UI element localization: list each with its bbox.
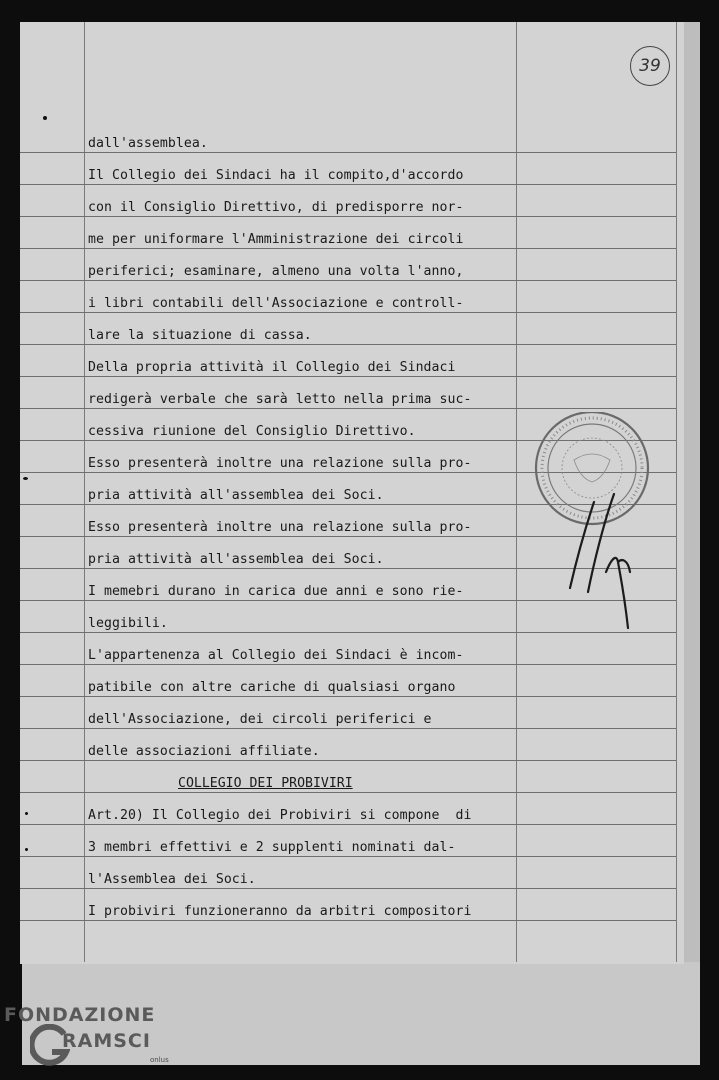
text-line: redigerà verbale che sarà letto nella prima suc- — [88, 392, 472, 407]
text-line: cessiva riunione del Consiglio Direttivo. — [88, 424, 416, 439]
ink-speck — [23, 477, 28, 480]
document-page — [20, 22, 684, 964]
ink-speck — [25, 812, 28, 815]
text-line: l'Assemblea dei Soci. — [88, 872, 256, 887]
text-line: Il Collegio dei Sindaci ha il compito,d'accordo — [88, 168, 464, 183]
text-line: dell'Associazione, dei circoli periferici e — [88, 712, 432, 727]
text-line: Art.20) Il Collegio dei Probiviri si compone di — [88, 808, 472, 823]
text-line: delle associazioni affiliate. — [88, 744, 320, 759]
text-line: Della propria attività il Collegio dei Sindaci — [88, 360, 456, 375]
ink-speck — [43, 116, 47, 120]
text-line: Esso presenterà inoltre una relazione sulla pro- — [88, 456, 472, 471]
text-line: dall'assemblea. — [88, 136, 208, 151]
logo-text-top: FONDAZIONE — [4, 1004, 156, 1026]
right-margin-line — [516, 22, 517, 962]
text-line: Esso presenterà inoltre una relazione sulla pro- — [88, 520, 472, 535]
signature — [570, 494, 630, 628]
text-line: I memebri durano in carica due anni e sono rie- — [88, 584, 464, 599]
outer-margin-line — [676, 22, 677, 962]
page-number: 39 — [630, 46, 670, 86]
text-line: patibile con altre cariche di qualsiasi organo — [88, 680, 456, 695]
text-line: 3 membri effettivi e 2 supplenti nominati dal- — [88, 840, 456, 855]
logo-text-bottom: RAMSCI — [62, 1030, 151, 1052]
fondazione-gramsci-logo — [4, 1004, 184, 1074]
ink-speck — [25, 848, 28, 851]
text-line: me per uniformare l'Amministrazione dei circoli — [88, 232, 464, 247]
left-margin-line — [84, 22, 85, 962]
text-line: i libri contabili dell'Associazione e controll- — [88, 296, 464, 311]
logo-suffix: onlus — [150, 1056, 169, 1064]
text-line: leggibili. — [88, 616, 168, 631]
text-line: I probiviri funzioneranno da arbitri compositori — [88, 904, 472, 919]
stamp-and-signature — [532, 412, 662, 632]
text-line: periferici; esaminare, almeno una volta l'anno, — [88, 264, 464, 279]
text-line: L'appartenenza al Collegio dei Sindaci è incom- — [88, 648, 464, 663]
section-heading: COLLEGIO DEI PROBIVIRI — [178, 776, 353, 791]
text-line: pria attività all'assemblea dei Soci. — [88, 552, 384, 567]
text-line: lare la situazione di cassa. — [88, 328, 312, 343]
page-edge-shadow — [684, 22, 700, 962]
text-line: pria attività all'assemblea dei Soci. — [88, 488, 384, 503]
text-line: con il Consiglio Direttivo, di predisporre nor- — [88, 200, 464, 215]
